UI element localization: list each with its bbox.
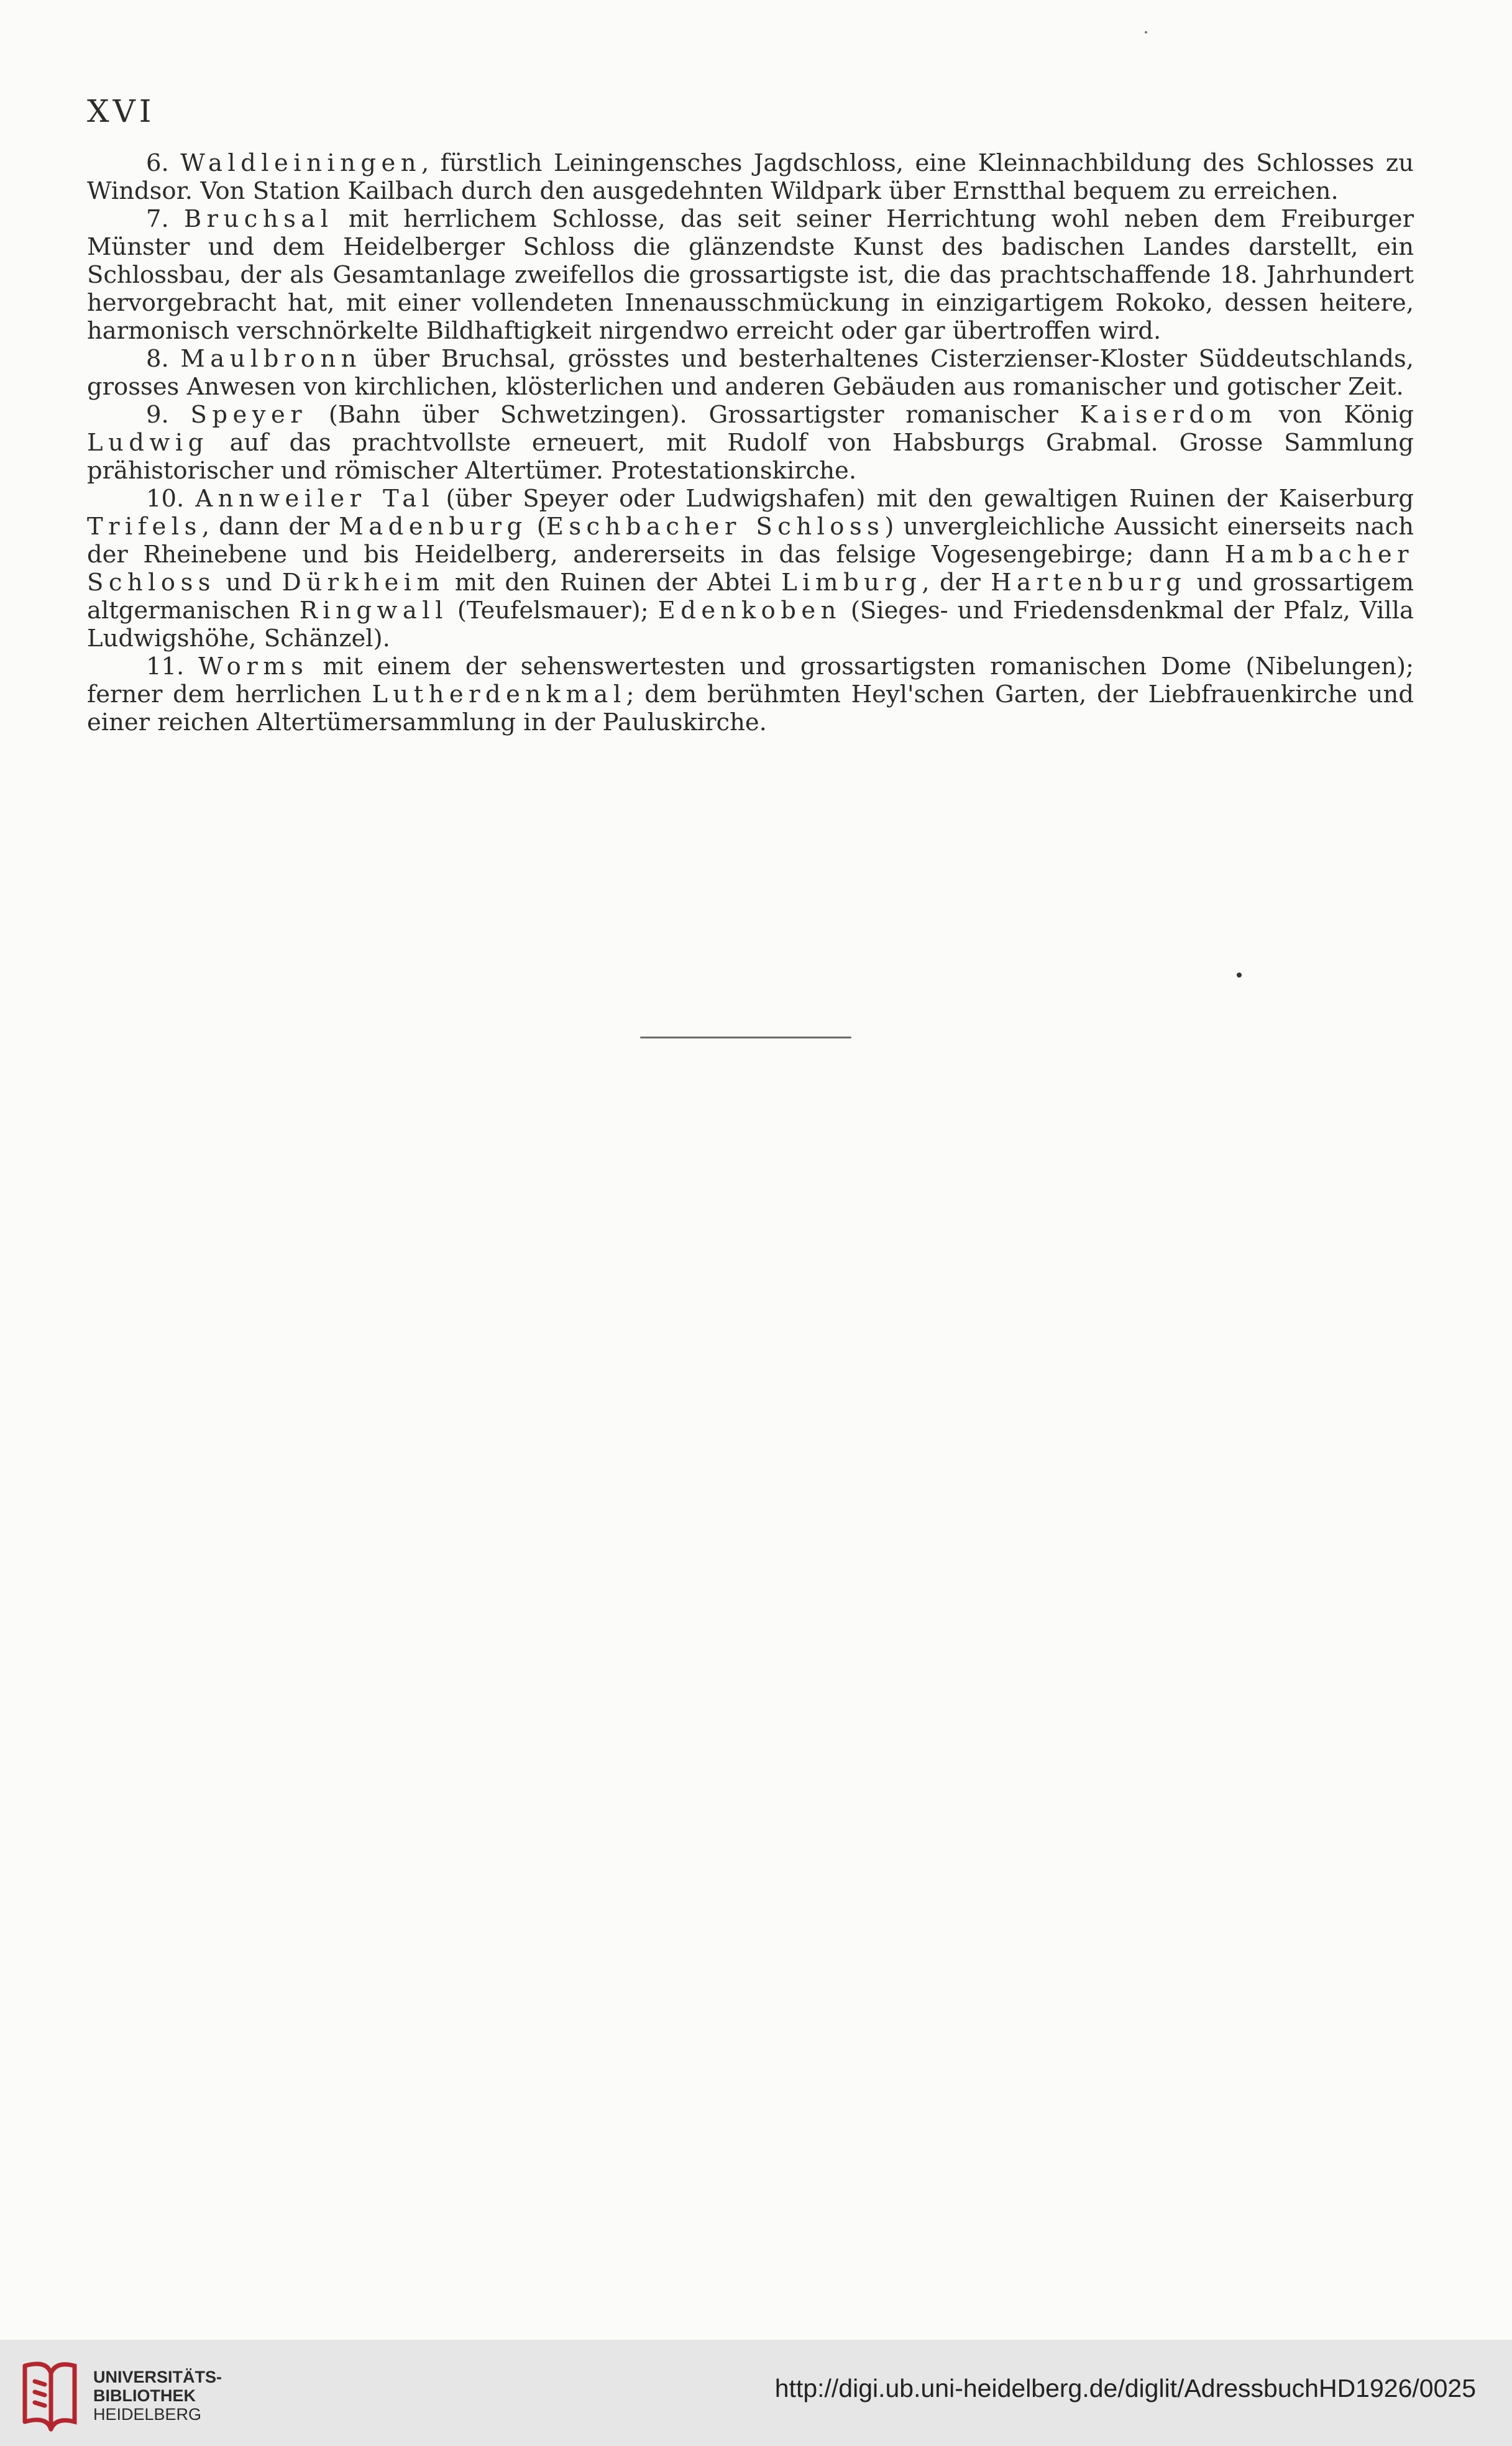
list-item <box>87 485 1414 653</box>
library-name-line-2: BIBLIOTHEK <box>93 2386 196 2405</box>
spaced-place-name: Kaiserdom <box>1079 401 1258 429</box>
library-name <box>93 2368 222 2424</box>
entry-text: , dann der <box>201 513 339 541</box>
entry-number: 6. <box>146 149 169 177</box>
entry-number: 8. <box>146 345 169 373</box>
spaced-place-name: Eschbacher Schloss <box>546 513 885 541</box>
spaced-place-name: Madenburg <box>339 513 528 541</box>
entry-text: und <box>216 569 282 597</box>
entry-text: (Teufelsmauer); <box>447 597 658 625</box>
library-name-line-1: UNIVERSITÄTS- <box>93 2368 222 2386</box>
list-item <box>87 345 1414 401</box>
spaced-place-name: Maulbronn <box>180 345 362 373</box>
entry-text: (über Speyer oder Ludwigshafen) mit den gewaltigen Ruinen der Kaiserburg <box>434 485 1414 513</box>
footer-bar <box>0 2340 1512 2446</box>
list-item <box>87 401 1414 485</box>
entry-text: mit herrlichem Schlosse, das seit seiner Herrichtung wohl neben dem Freiburger Münster und dem Heidelberger Schloss die glänzendste Kunst des badischen Landes darstellt, ein Schlossbau, der als Gesamtanlage zweifellos die grossartigste ist, die das prachtschaffende 18. Jahrhundert hervorgebracht hat, mit einer vollendeten Innenausschmückung in einzigartigem Rokoko, dessen heitere, harmonisch verschnörkelte Bildhaftigkeit nirgendwo erreicht oder gar übertroffen wird. <box>87 205 1414 345</box>
spaced-place-name: Annweiler Tal <box>195 485 435 513</box>
entry-text: ; dem berühmten Heyl'schen Garten, der Liebfrauenkirche und einer reichen Altertümersammlung in der Pauluskirche. <box>87 680 1414 736</box>
library-logo-icon <box>12 2353 87 2434</box>
entry-text: mit den Ruinen der Abtei <box>444 569 782 597</box>
spaced-place-name: Hartenburg <box>991 569 1187 597</box>
spaced-place-name: Lutherdenkmal <box>372 680 626 708</box>
entry-text: und grossartigem altgermanischen <box>87 569 1414 625</box>
spaced-place-name: Limburg <box>781 569 922 597</box>
spaced-place-name: Speyer <box>190 401 308 429</box>
list-item <box>87 205 1414 345</box>
list-item <box>87 653 1414 736</box>
entry-number: 10. <box>146 485 185 513</box>
entry-text: , der <box>922 569 991 597</box>
source-url-link[interactable]: http://digi.ub.uni-heidelberg.de/diglit/AdressbuchHD1926/0025 <box>774 2374 1476 2402</box>
spaced-place-name: Trifels <box>87 513 202 541</box>
entry-text: über Bruchsal, grösstes und besterhaltenes Cisterzienser-Kloster Süddeutschlands, grosses Anwesen von kirchlichen, klösterlichen und anderen Gebäuden aus romanischer und gotischer Zeit. <box>87 345 1414 401</box>
entry-text: , fürstlich Leiningensches Jagdschloss, eine Kleinnachbildung des Schlosses zu Windsor. Von Station Kailbach durch den ausgedehnten Wildpark über Ernstthal bequem zu erreichen. <box>87 149 1414 205</box>
ink-speck-top <box>1145 31 1147 34</box>
entry-number: 11. <box>146 653 185 680</box>
entry-number: 7. <box>146 205 169 233</box>
ink-speck <box>1237 973 1242 978</box>
spaced-place-name: Bruchsal <box>183 205 334 233</box>
entry-number: 9. <box>146 401 169 429</box>
library-name-line-3: HEIDELBERG <box>93 2405 202 2424</box>
page-number: XVI <box>87 93 155 129</box>
entry-text: mit einem der sehenswertesten und grossartigsten romanischen Dome (Nibelungen); ferner dem herrlichen <box>87 653 1414 708</box>
entry-text: (Bahn über Schwetzingen). Grossartigster romanischer <box>307 401 1080 429</box>
spaced-place-name: Hambacher Schloss <box>87 541 1414 597</box>
spaced-place-name: Worms <box>198 653 309 680</box>
spaced-place-name: Dürkheim <box>282 569 445 597</box>
entry-text: ) unvergleichliche Aussicht einerseits nach der Rheinebene und bis Heidelberg, andererseits in das felsige Vogesengebirge; dann <box>87 513 1414 569</box>
entry-text: auf das prachtvollste erneuert, mit Rudolf von Habsburgs Grabmal. Grosse Sammlung prähistorischer und römischer Altertümer. Protestationskirche. <box>87 429 1414 485</box>
spaced-place-name: Waldleiningen <box>180 149 422 177</box>
text-block <box>87 149 1414 736</box>
end-rule <box>640 1037 851 1038</box>
spaced-place-name: Ludwig <box>87 429 209 457</box>
spaced-place-name: Ringwall <box>299 597 448 625</box>
spaced-place-name: Edenkoben <box>657 597 841 625</box>
entry-text: ( <box>527 513 546 541</box>
entry-text: (Sieges- und Friedensdenkmal der Pfalz, Villa Ludwigshöhe, Schänzel). <box>87 597 1414 653</box>
entry-text: von König <box>1257 401 1414 429</box>
list-item <box>87 149 1414 205</box>
